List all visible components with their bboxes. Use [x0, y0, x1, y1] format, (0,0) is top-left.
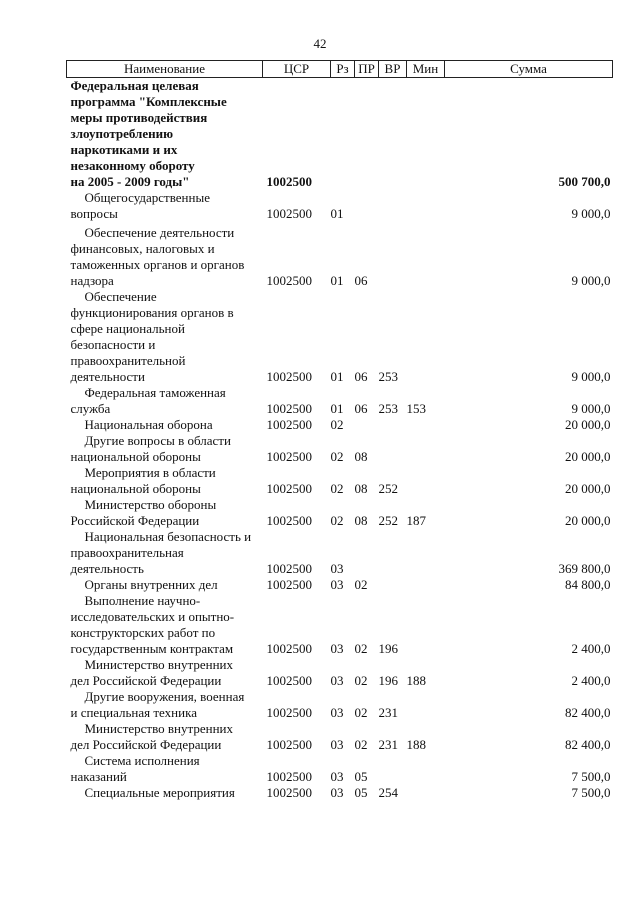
- row-pr: 02: [354, 577, 368, 592]
- row-min: [407, 222, 445, 289]
- row-sum: 20 000,0: [565, 417, 611, 432]
- row-sum: 9 000,0: [571, 273, 611, 288]
- row-pr: [355, 78, 379, 191]
- row-rz: 03: [330, 769, 344, 784]
- row-name: Национальная оборона: [84, 417, 213, 432]
- row-csr: 1002500: [266, 577, 312, 592]
- row-csr: 1002500: [266, 481, 312, 496]
- row-vr: [379, 222, 407, 289]
- row-csr: 1002500: [266, 449, 312, 464]
- row-rz: 01: [330, 206, 344, 221]
- header-vr: ВР: [379, 61, 407, 78]
- table-row: [67, 689, 613, 721]
- row-rz: 03: [330, 737, 344, 752]
- table-row: [67, 657, 613, 689]
- row-rz: 03: [330, 673, 344, 688]
- row-pr: 08: [354, 513, 368, 528]
- row-sum: 84 800,0: [565, 577, 611, 592]
- row-min: [407, 78, 445, 191]
- row-sum: 82 400,0: [565, 705, 611, 720]
- row-rz: 03: [330, 785, 344, 800]
- row-min: [407, 753, 445, 785]
- row-csr: 1002500: [266, 737, 312, 752]
- row-pr: [355, 417, 379, 433]
- table-row: [67, 577, 613, 593]
- row-pr: 02: [354, 641, 368, 656]
- header-sum: Сумма: [445, 61, 613, 78]
- table-row: [67, 721, 613, 753]
- row-pr: 06: [354, 369, 368, 384]
- row-vr: 196: [378, 673, 398, 688]
- row-name: Мероприятия в области национальной обороны: [70, 465, 216, 496]
- row-vr: [379, 433, 407, 465]
- row-rz: 03: [330, 705, 344, 720]
- row-min: [407, 785, 445, 801]
- row-pr: 02: [354, 673, 368, 688]
- row-vr: [379, 78, 407, 191]
- row-vr: [379, 529, 407, 577]
- row-csr: 1002500: [266, 673, 312, 688]
- row-min: 187: [406, 513, 426, 528]
- row-pr: 02: [354, 737, 368, 752]
- row-min: [407, 190, 445, 222]
- row-csr: 1002500: [266, 705, 312, 720]
- row-min: [407, 465, 445, 497]
- row-min: [407, 289, 445, 385]
- row-rz: 01: [330, 273, 344, 288]
- row-sum: 9 000,0: [571, 401, 611, 416]
- row-vr: 196: [378, 641, 398, 656]
- row-name: Федеральная целевая программа "Комплексные меры противодействия злоупотреблению наркотиками и их незаконному обороту на 2005 - 2009 годы": [70, 78, 227, 189]
- row-csr: 1002500: [266, 513, 312, 528]
- table-row: [67, 289, 613, 385]
- header-csr: ЦСР: [263, 61, 331, 78]
- row-rz: 01: [330, 401, 344, 416]
- row-name: Федеральная таможенная служба: [70, 385, 226, 416]
- table-row: [67, 785, 613, 801]
- row-pr: 08: [354, 481, 368, 496]
- header-min: Мин: [407, 61, 445, 78]
- row-csr: 1002500: [266, 174, 312, 189]
- row-sum: 20 000,0: [565, 513, 611, 528]
- row-min: 188: [406, 673, 426, 688]
- row-vr: 231: [378, 737, 398, 752]
- row-name: Другие вооружения, военная и специальная техника: [70, 689, 245, 720]
- row-rz: 02: [330, 417, 344, 432]
- row-sum: 9 000,0: [571, 369, 611, 384]
- row-pr: 05: [354, 769, 368, 784]
- table-row: [67, 190, 613, 222]
- row-name: Органы внутренних дел: [84, 577, 218, 592]
- row-sum: 9 000,0: [571, 206, 611, 221]
- table-header-row: [67, 61, 613, 78]
- row-rz: 02: [330, 513, 344, 528]
- row-sum: 2 400,0: [571, 641, 611, 656]
- row-min: 188: [406, 737, 426, 752]
- row-min: 153: [406, 401, 426, 416]
- table-row: [67, 385, 613, 417]
- row-csr: 1002500: [266, 369, 312, 384]
- row-pr: 05: [354, 785, 368, 800]
- row-rz: 01: [330, 369, 344, 384]
- row-vr: 252: [378, 513, 398, 528]
- row-name: Другие вопросы в области национальной обороны: [70, 433, 231, 464]
- budget-table: [66, 60, 613, 801]
- row-rz: 02: [330, 449, 344, 464]
- row-vr: [379, 417, 407, 433]
- row-sum: 7 500,0: [571, 769, 611, 784]
- row-name: Выполнение научно- исследовательских и опытно- конструкторских работ по государственным контрактам: [70, 593, 235, 656]
- row-name: Общегосударственные вопросы: [70, 190, 210, 221]
- row-csr: 1002500: [266, 769, 312, 784]
- row-csr: 1002500: [266, 561, 312, 576]
- row-pr: [355, 190, 379, 222]
- row-pr: 06: [354, 401, 368, 416]
- row-name: Министерство внутренних дел Российской Федерации: [70, 657, 233, 688]
- row-name: Министерство внутренних дел Российской Федерации: [70, 721, 233, 752]
- row-vr: 252: [378, 481, 398, 496]
- row-min: [407, 577, 445, 593]
- row-name: Министерство обороны Российской Федерации: [70, 497, 217, 528]
- row-min: [407, 689, 445, 721]
- row-rz: 03: [330, 577, 344, 592]
- row-sum: 20 000,0: [565, 449, 611, 464]
- row-min: [407, 529, 445, 577]
- header-pr: ПР: [355, 61, 379, 78]
- row-name: Обеспечение функционирования органов в сфере национальной безопасности и правоохранительной деятельности: [70, 289, 234, 384]
- row-pr: 08: [354, 449, 368, 464]
- row-sum: 369 800,0: [558, 561, 611, 576]
- table-row: [67, 78, 613, 191]
- page-number: 42: [313, 36, 327, 51]
- row-sum: 20 000,0: [565, 481, 611, 496]
- row-min: [407, 593, 445, 657]
- row-sum: 2 400,0: [571, 673, 611, 688]
- row-rz: 03: [330, 641, 344, 656]
- row-name: Обеспечение деятельности финансовых, налоговых и таможенных органов и органов надзора: [70, 225, 245, 288]
- row-pr: [355, 529, 379, 577]
- row-name: Специальные мероприятия: [84, 785, 235, 800]
- row-name: Национальная безопасность и правоохранительная деятельность: [70, 529, 252, 576]
- row-vr: [379, 753, 407, 785]
- row-csr: 1002500: [266, 401, 312, 416]
- row-sum: 7 500,0: [571, 785, 611, 800]
- row-vr: 253: [378, 401, 398, 416]
- row-pr: 06: [354, 273, 368, 288]
- row-vr: [379, 577, 407, 593]
- row-csr: 1002500: [266, 417, 312, 432]
- row-vr: 254: [378, 785, 398, 800]
- row-csr: 1002500: [266, 273, 312, 288]
- header-rz: Рз: [331, 61, 355, 78]
- row-sum: 500 700,0: [558, 174, 611, 189]
- row-pr: 02: [354, 705, 368, 720]
- row-min: [407, 433, 445, 465]
- table-row: [67, 433, 613, 465]
- table-row: [67, 417, 613, 433]
- row-name: Система исполнения наказаний: [70, 753, 200, 784]
- row-rz: 02: [330, 481, 344, 496]
- table-row: [67, 465, 613, 497]
- header-name: Наименование: [67, 61, 263, 78]
- row-vr: 253: [378, 369, 398, 384]
- row-rz: 03: [330, 561, 344, 576]
- row-vr: 231: [378, 705, 398, 720]
- table-row: [67, 222, 613, 289]
- table-row: [67, 753, 613, 785]
- row-csr: 1002500: [266, 785, 312, 800]
- table-row: [67, 593, 613, 657]
- row-vr: [379, 190, 407, 222]
- table-row: [67, 529, 613, 577]
- row-min: [407, 417, 445, 433]
- row-csr: 1002500: [266, 206, 312, 221]
- table-row: [67, 497, 613, 529]
- row-csr: 1002500: [266, 641, 312, 656]
- row-rz: [331, 78, 355, 191]
- row-sum: 82 400,0: [565, 737, 611, 752]
